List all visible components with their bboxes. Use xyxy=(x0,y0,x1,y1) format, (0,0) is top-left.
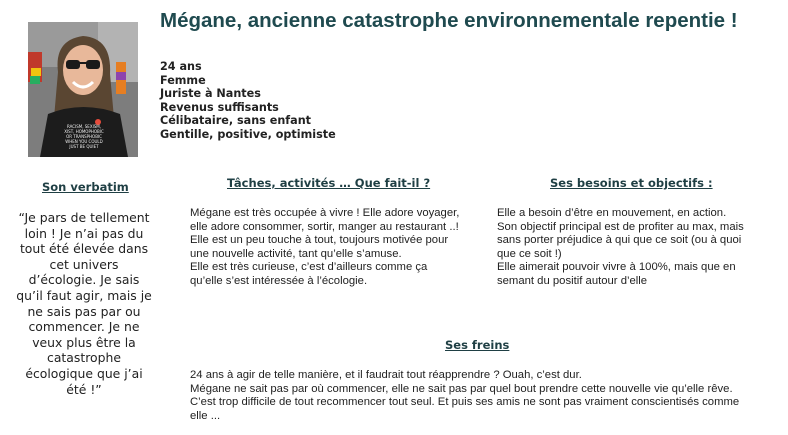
shirt-text-line: XIST, HOMOPHOBIC xyxy=(64,129,104,134)
fact-family: Célibataire, sans enfant xyxy=(160,114,312,128)
freins-heading: Ses freins xyxy=(445,338,510,352)
text-line: que ce soit !) xyxy=(497,247,562,260)
text-line: 24 ans à agir de telle manière, et il faudrait tout réapprendre ? Ouah, c’est dur. xyxy=(190,369,582,381)
taches-text xyxy=(190,207,480,288)
text-line: Mégane est très occupée à vivre ! Elle adore voyager, xyxy=(190,207,460,219)
fact-age: 24 ans xyxy=(160,60,202,73)
fact-personality: Gentille, positive, optimiste xyxy=(160,127,336,141)
text-line: Son objectif principal est de profiter au max, mais xyxy=(497,220,744,233)
text-line: une nouvelle activité, tant qu’elle s’amuse. xyxy=(190,247,402,260)
text-line: elle adore consommer, sortir, manger au restaurant ..! xyxy=(190,220,459,233)
besoins-heading: Ses besoins et objectifs : xyxy=(550,176,713,190)
text-line: sans porter préjudice à qui que ce soit (ou à quoi xyxy=(497,234,742,246)
text-line: Elle est très curieuse, c’est d’ailleurs comme ça xyxy=(190,261,428,273)
text-line: Elle aimerait pouvoir vivre à 100%, mais que en xyxy=(497,261,736,273)
fact-income: Revenus suffisants xyxy=(160,100,279,114)
shirt-text-line: OR TRANSPHOBIC xyxy=(66,134,102,139)
shirt-text-line: WHEN YOU COULD xyxy=(65,139,103,144)
shirt-text-line: JUST BE QUIET xyxy=(69,144,99,149)
persona-photo xyxy=(28,22,138,157)
verbatim-heading: Son verbatim xyxy=(42,180,129,194)
text-line: elle ... xyxy=(190,409,221,422)
text-line: semant du positif autour d’elle xyxy=(497,274,648,287)
persona-facts xyxy=(160,60,336,142)
text-line: Mégane ne sait pas par où commencer, elle ne sait pas par quel bout prendre cette nouvelle vie qu’elle rêve. xyxy=(190,382,733,395)
fact-gender: Femme xyxy=(160,73,206,87)
persona-title: Mégane, ancienne catastrophe environnementale repentie ! xyxy=(160,9,738,32)
fact-job: Juriste à Nantes xyxy=(160,87,261,101)
shirt-print xyxy=(28,22,138,157)
verbatim-quote: “Je pars de tellement loin ! Je n’ai pas du tout été élevée dans cet univers d’écologie. Je sais qu’il faut agir, mais je ne sais pas par ou commencer. Je ne veux plus être la catastrophe écologique que j’ai été !” xyxy=(16,210,152,397)
text-line: Elle est un peu touche à tout, toujours motivée pour xyxy=(190,234,449,246)
shirt-text-line: RACISM, SEXISM, xyxy=(66,124,102,129)
text-line: qu’elle s’est intéressée à l’écologie. xyxy=(190,274,368,287)
besoins-text xyxy=(497,207,782,288)
taches-heading: Tâches, activités … Que fait-il ? xyxy=(227,176,431,190)
text-line: Elle a besoin d’être en mouvement, en action. xyxy=(497,207,727,219)
freins-text xyxy=(190,369,770,423)
text-line: C’est trop difficile de tout recommencer tout seul. Et puis ses amis ne sont pas vraiment conscientisés comme xyxy=(190,396,740,408)
